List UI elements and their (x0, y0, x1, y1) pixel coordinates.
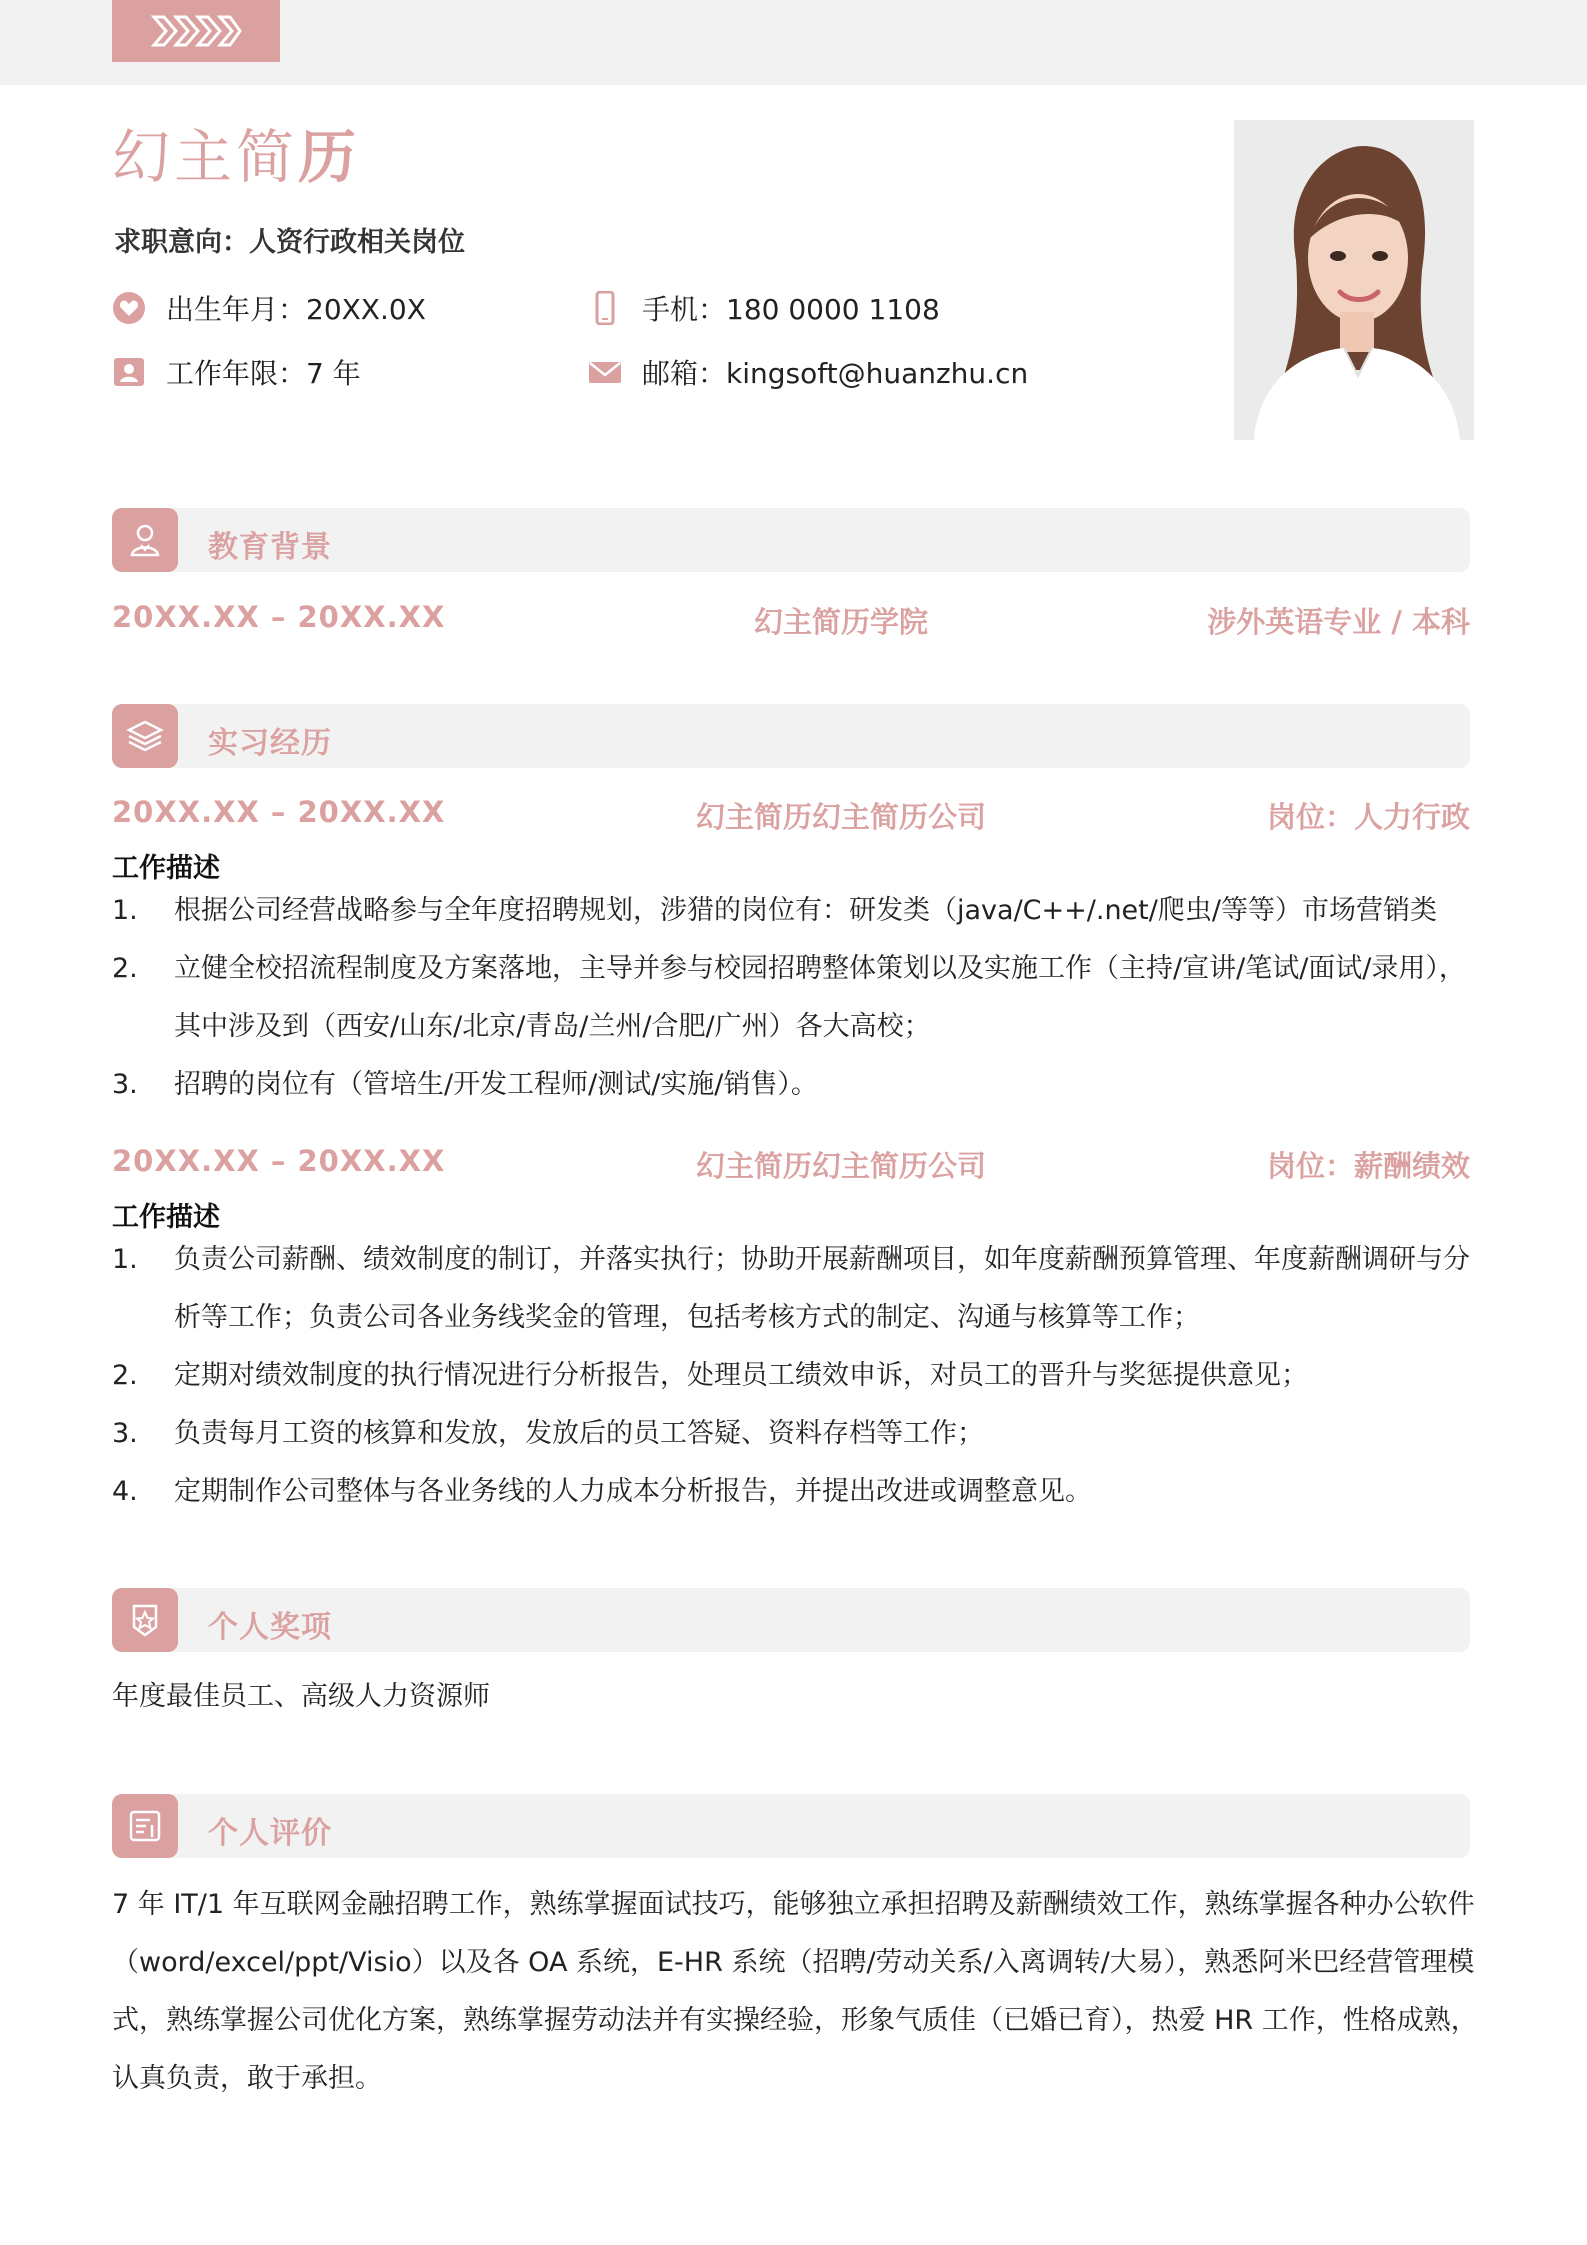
job-2-date: 20XX.XX – 20XX.XX (112, 1144, 446, 1178)
heart-icon (112, 291, 146, 325)
person-icon (112, 508, 178, 572)
education-school: 幻主简历学院 (753, 605, 928, 639)
awards-text: 年度最佳员工、高级人力资源师 (112, 1681, 490, 1712)
id-card-icon (112, 355, 146, 389)
star-badge-icon (112, 1588, 178, 1652)
email-text: 邮箱：kingsoft@huanzhu.cn (642, 357, 1029, 390)
name-light: 幻主简 (112, 123, 299, 191)
list-item: 4. 定期制作公司整体与各业务线的人力成本分析报告，并提出改进或调整意见。 (112, 1476, 1092, 1507)
list-item: 2. 定期对绩效制度的执行情况进行分析报告，处理员工绩效申诉，对员工的晋升与奖惩提供意见； (112, 1360, 1308, 1391)
job-1-row (112, 795, 1470, 835)
awards-header (112, 1588, 1470, 1652)
mail-icon (588, 355, 622, 389)
job-1-desc-title: 工作描述 (112, 853, 220, 884)
profile-photo (1234, 120, 1474, 440)
top-tab (112, 0, 280, 62)
birth-text: 出生年月：20XX.0X (166, 293, 426, 326)
list-item: 3. 招聘的岗位有（管培生/开发工程师/测试/实施/销售）。 (112, 1069, 818, 1100)
evaluation-text: 7 年 IT/1 年互联网金融招聘工作，熟练掌握面试技巧，能够独立承担招聘及薪酬绩效工作，熟练掌握各种办公软件（word/excel/ppt/Visio）以及各 OA 系统，E-HR 系统（招聘/劳动关系/入离调转/大易），熟悉阿米巴经营管理模式，熟练掌握公司优化方案，熟练掌握劳动法并有实操经验，形象气质佳（已婚已育），热爱 HR 工作，性格成熟，认真负责，敢于承担。 (112, 1889, 1478, 2094)
list-item: 1. 根据公司经营战略参与全年度招聘规划，涉猎的岗位有：研发类（java/C++/.net/爬虫/等等）市场营销类 (112, 895, 1437, 926)
job-1-position: 岗位：人力行政 (1266, 800, 1470, 834)
job-2-company: 幻主简历幻主简历公司 (695, 1149, 986, 1183)
education-major: 涉外英语专业 / 本科 (1207, 605, 1470, 639)
list-item-text: 根据公司经营战略参与全年度招聘规划，涉猎的岗位有：研发类（java/C++/.net/爬虫/等等）市场营销类 (174, 895, 1437, 926)
years-info (112, 352, 361, 392)
email-info (588, 352, 1028, 392)
list-item: 2. 立健全校招流程制度及方案落地，主导并参与校园招聘整体策划以及实施工作（主持/宣讲/笔试/面试/录用），其中涉及到（西安/山东/北京/青岛/兰州/合肥/广州）各大高校； (112, 953, 1466, 1042)
job-2-desc-title: 工作描述 (112, 1202, 220, 1233)
list-item-text: 负责公司薪酬、绩效制度的制订，并落实执行；协助开展薪酬项目，如年度薪酬预算管理、年度薪酬调研与分析等工作；负责公司各业务线奖金的管理，包括考核方式的制定、沟通与核算等工作； (174, 1244, 1470, 1333)
job-2-row (112, 1144, 1470, 1184)
list-item: 1. 负责公司薪酬、绩效制度的制订，并落实执行；协助开展薪酬项目，如年度薪酬预算管理、年度薪酬调研与分析等工作；负责公司各业务线奖金的管理，包括考核方式的制定、沟通与核算等工作； (112, 1244, 1470, 1333)
internship-header (112, 704, 1470, 768)
list-item: 3. 负责每月工资的核算和发放，发放后的员工答疑、资料存档等工作； (112, 1418, 984, 1449)
evaluation-header (112, 1794, 1470, 1858)
education-title: 教育背景 (208, 530, 332, 565)
list-item-text: 立健全校招流程制度及方案落地，主导并参与校园招聘整体策划以及实施工作（主持/宣讲/笔试/面试/录用），其中涉及到（西安/山东/北京/青岛/兰州/合肥/广州）各大高校； (174, 953, 1466, 1042)
job-1-date: 20XX.XX – 20XX.XX (112, 795, 446, 829)
phone-info (588, 288, 940, 328)
birth-info (112, 288, 426, 328)
awards-title: 个人奖项 (208, 1610, 332, 1645)
evaluation-title: 个人评价 (208, 1816, 332, 1851)
resume-name (112, 123, 361, 191)
layers-icon (112, 704, 178, 768)
document-icon (112, 1794, 178, 1858)
internship-title: 实习经历 (208, 726, 332, 761)
job-2-position: 岗位：薪酬绩效 (1266, 1149, 1470, 1183)
phone-text: 手机：180 0000 1108 (642, 293, 940, 326)
list-item-text: 招聘的岗位有（管培生/开发工程师/测试/实施/销售）。 (174, 1069, 818, 1100)
name-bold: 历 (298, 123, 361, 191)
list-item-text: 定期制作公司整体与各业务线的人力成本分析报告，并提出改进或调整意见。 (174, 1476, 1092, 1507)
job-1-company: 幻主简历幻主简历公司 (695, 800, 986, 834)
education-date: 20XX.XX – 20XX.XX (112, 600, 446, 634)
job-1-list (112, 882, 1492, 1114)
education-row (112, 600, 1470, 640)
education-header (112, 508, 1470, 572)
list-item-text: 负责每月工资的核算和发放，发放后的员工答疑、资料存档等工作； (174, 1418, 984, 1449)
top-bar (0, 0, 1587, 85)
list-item-text: 定期对绩效制度的执行情况进行分析报告，处理员工绩效申诉，对员工的晋升与奖惩提供意见； (174, 1360, 1308, 1391)
job-2-list (112, 1231, 1492, 1521)
chevrons-icon (150, 13, 242, 49)
phone-icon (588, 291, 622, 325)
portrait-image (1234, 120, 1474, 440)
job-intent: 求职意向：人资行政相关岗位 (114, 227, 465, 258)
years-text: 工作年限：7 年 (166, 357, 361, 390)
